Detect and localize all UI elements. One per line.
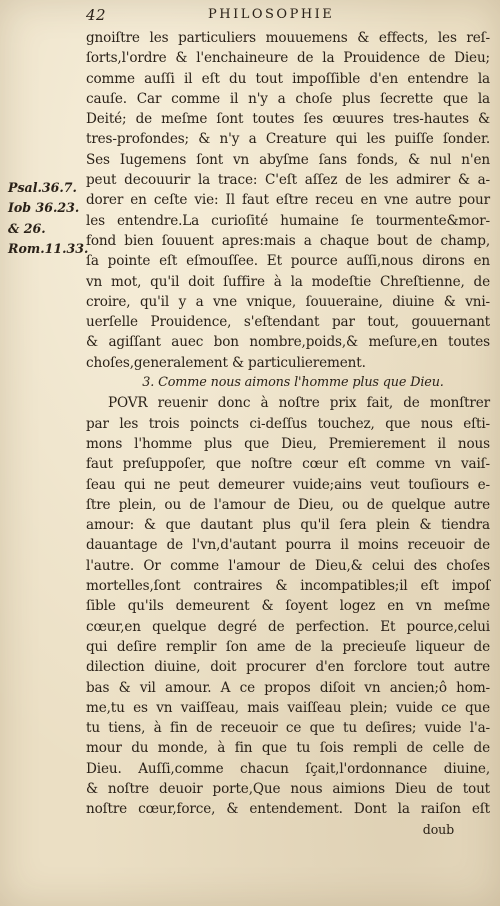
text-line: croire, qu'il y a vne vnique, ſouueraine, diuine & vni- — [86, 293, 490, 310]
text-line: tres-profondes; & n'y a Creature qui les puiſſe ſonder. — [86, 131, 490, 148]
text-line: ſtre plein, ou de l'amour de Dieu, ou de quelque autre — [86, 496, 490, 513]
text-line: fond bien ſouuent apres:mais a chaque bout de champ, — [86, 232, 490, 249]
text-line: comme auſſi il eſt du tout impoſſible d'en entendre la — [86, 70, 490, 87]
text-line: noſtre cœur,force, & entendement. Dont la raiſon eſt — [86, 801, 490, 818]
text-line: bas & vil amour. A ce propos diſoit vn ancien;ô hom- — [86, 679, 490, 696]
body-text — [86, 28, 490, 840]
text-line: POVR reuenir donc à noſtre prix fait, de monſtrer — [108, 395, 490, 412]
text-line: gnoiſtre les particuliers mouuemens & effects, les reſ- — [86, 30, 490, 46]
text-line: cauſe. Car comme il n'y a choſe plus ſecrette que la — [86, 90, 490, 107]
text-line: ſa pointe eſt eſmouſſee. Et pource auſſi,nous dirons en — [86, 253, 490, 270]
text-line: mortelles,ſont contraires & incompatibles;il eſt impoſ — [86, 578, 490, 595]
text-line: me,tu es vn vaiſſeau, mais vaiſſeau plein; vuide ce que — [86, 699, 490, 716]
page-header — [80, 6, 480, 26]
margin-note: Psal.36.7. — [8, 180, 77, 195]
margin-note: Iob 36.23. — [8, 200, 80, 216]
text-line: dilection diuine, doit procurer d'en forclore tout autre — [86, 659, 490, 676]
text-line: par les trois poincts ci-deſſus touchez, que nous eſti- — [86, 415, 490, 432]
text-line: mour du monde, à fin que tu ſois rempli de celle de — [86, 740, 490, 757]
text-line: Dieu. Auſſi,comme chacun ſçait,l'ordonnance diuine, — [86, 760, 490, 777]
text-line: l'autre. Or comme l'amour de Dieu,& celui des choſes — [86, 557, 490, 574]
text-line: faut preſuppoſer, que noſtre cœur eſt comme vn vaiſ- — [86, 456, 490, 473]
margin-notes — [8, 178, 89, 259]
text-line: mons l'homme plus que Dieu, Premierement il nous — [86, 435, 490, 452]
text-line: dauantage de l'vn,d'autant pourra il moins receuoir de — [86, 537, 490, 554]
margin-note: Rom.11.33. — [8, 240, 89, 256]
text-line: peut decouurir la trace: C'eſt aſſez de les admirer & a- — [86, 172, 490, 189]
text-line: dorer en ceſte vie: Il faut eſtre receu en vne autre pour — [86, 192, 490, 209]
section-heading: 3. Comme nous aimons l'homme plus que Dieu. — [142, 375, 444, 391]
text-line: qui deſire remplir ſon ame de la precieuſe liqueur de — [86, 638, 490, 655]
margin-note: & 26. — [8, 220, 46, 236]
text-line: les entendre.La curioſité humaine ſe tourmente&mor- — [86, 212, 490, 229]
text-line: uerſelle Prouidence, s'eſtendant par tout, gouuernant — [86, 314, 490, 331]
text-line: ſeau qui ne peut demeurer vuide;ains veut touſiours e- — [86, 476, 490, 493]
text-line: cœur,en quelque degré de perfection. Et pource,celui — [86, 618, 490, 635]
text-line: Ses Iugemens ſont vn abyſme ſans fonds, & nul n'en — [86, 151, 490, 168]
running-head: PHILOSOPHIE — [208, 7, 335, 22]
text-line: choſes,generalement & particulierement. — [86, 354, 366, 371]
text-line: amour: & que dautant plus qu'il ſera plein & tiendra — [86, 517, 490, 534]
text-line: ſorts,l'ordre & l'enchaineure de la Prouidence de Dieu; — [86, 50, 490, 67]
text-line: & noſtre deuoir porte,Que nous aimions Dieu de tout — [86, 780, 490, 797]
text-line: ſible qu'ils demeurent & ſoyent logez en vn meſme — [86, 598, 490, 615]
page-number: 42 — [86, 6, 107, 24]
text-line: tu tiens, à fin de receuoir ce que tu deſires; vuide l'a- — [86, 720, 490, 737]
text-line: vn mot, qu'il doit ſuffire à la modeſtie Chreſtienne, de — [86, 273, 490, 290]
text-line: & agiſſant auec bon nombre,poids,& meſure,en toutes — [86, 334, 490, 351]
text-line: Deité; de meſme ſont toutes ſes œuures tres-hautes & — [86, 111, 490, 128]
catchword: doub — [422, 821, 454, 837]
